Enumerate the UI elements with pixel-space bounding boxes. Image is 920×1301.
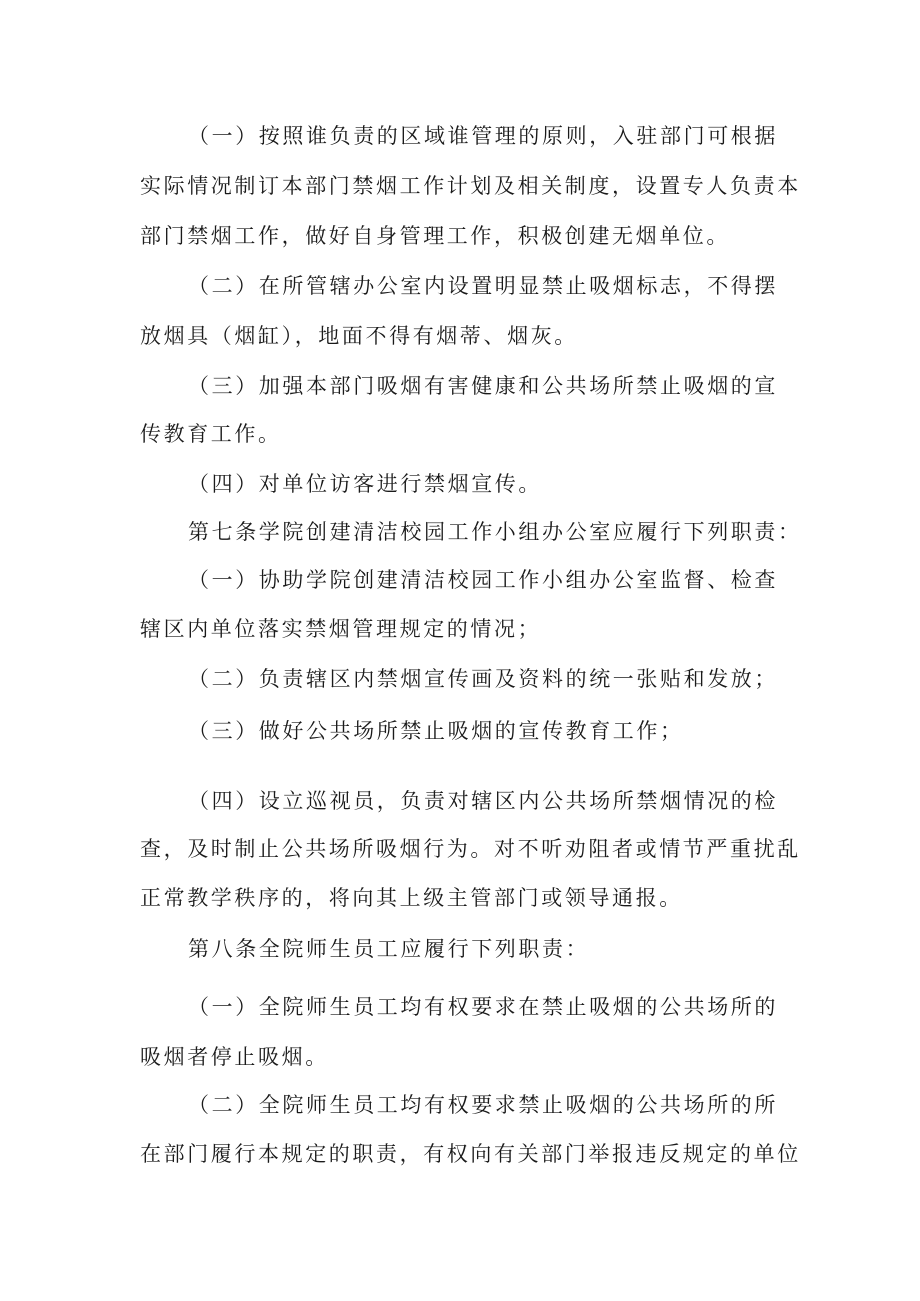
text-line: 辖区内单位落实禁烟管理规定的情况； xyxy=(140,617,542,641)
text-line: （二）在所管辖办公室内设置明显禁止吸烟标志，不得摆 xyxy=(188,274,778,298)
text-line: （三）做好公共场所禁止吸烟的宣传教育工作； xyxy=(188,719,684,743)
text-line: 正常教学秩序的，将向其上级主管部门或领导通报。 xyxy=(140,886,683,910)
text-line: 实际情况制订本部门禁烟工作计划及相关制度，设置专人负责本 xyxy=(140,174,801,198)
text-line: 部门禁烟工作，做好自身管理工作，积极创建无烟单位。 xyxy=(140,224,730,248)
section-heading: 第七条学院创建清洁校园工作小组办公室应履行下列职责： xyxy=(188,520,802,544)
text-line: （一）全院师生员工均有权要求在禁止吸烟的公共场所的 xyxy=(188,995,778,1019)
section-heading: 第八条全院师生员工应履行下列职责： xyxy=(188,937,590,961)
text-line: （四）对单位访客进行禁烟宣传。 xyxy=(188,472,542,496)
text-line: 吸烟者停止吸烟。 xyxy=(140,1045,329,1069)
text-line: 传教育工作。 xyxy=(140,422,282,446)
text-line: （一）按照谁负责的区域谁管理的原则，入驻部门可根据 xyxy=(188,124,778,148)
text-line: 在部门履行本规定的职责，有权向有关部门举报违反规定的单位 xyxy=(140,1142,801,1166)
text-line: （三）加强本部门吸烟有害健康和公共场所禁止吸烟的宣 xyxy=(188,374,778,398)
text-line: 查，及时制止公共场所吸烟行为。对不听劝阻者或情节严重扰乱 xyxy=(140,837,801,861)
text-line: （一）协助学院创建清洁校园工作小组办公室监督、检查 xyxy=(188,568,778,592)
text-line: （二）全院师生员工均有权要求禁止吸烟的公共场所的所 xyxy=(188,1093,778,1117)
text-line: 放烟具（烟缸），地面不得有烟蒂、烟灰。 xyxy=(140,324,578,348)
text-line: （二）负责辖区内禁烟宣传画及资料的统一张贴和发放； xyxy=(188,667,778,691)
text-line: （四）设立巡视员，负责对辖区内公共场所禁烟情况的检 xyxy=(188,789,778,813)
